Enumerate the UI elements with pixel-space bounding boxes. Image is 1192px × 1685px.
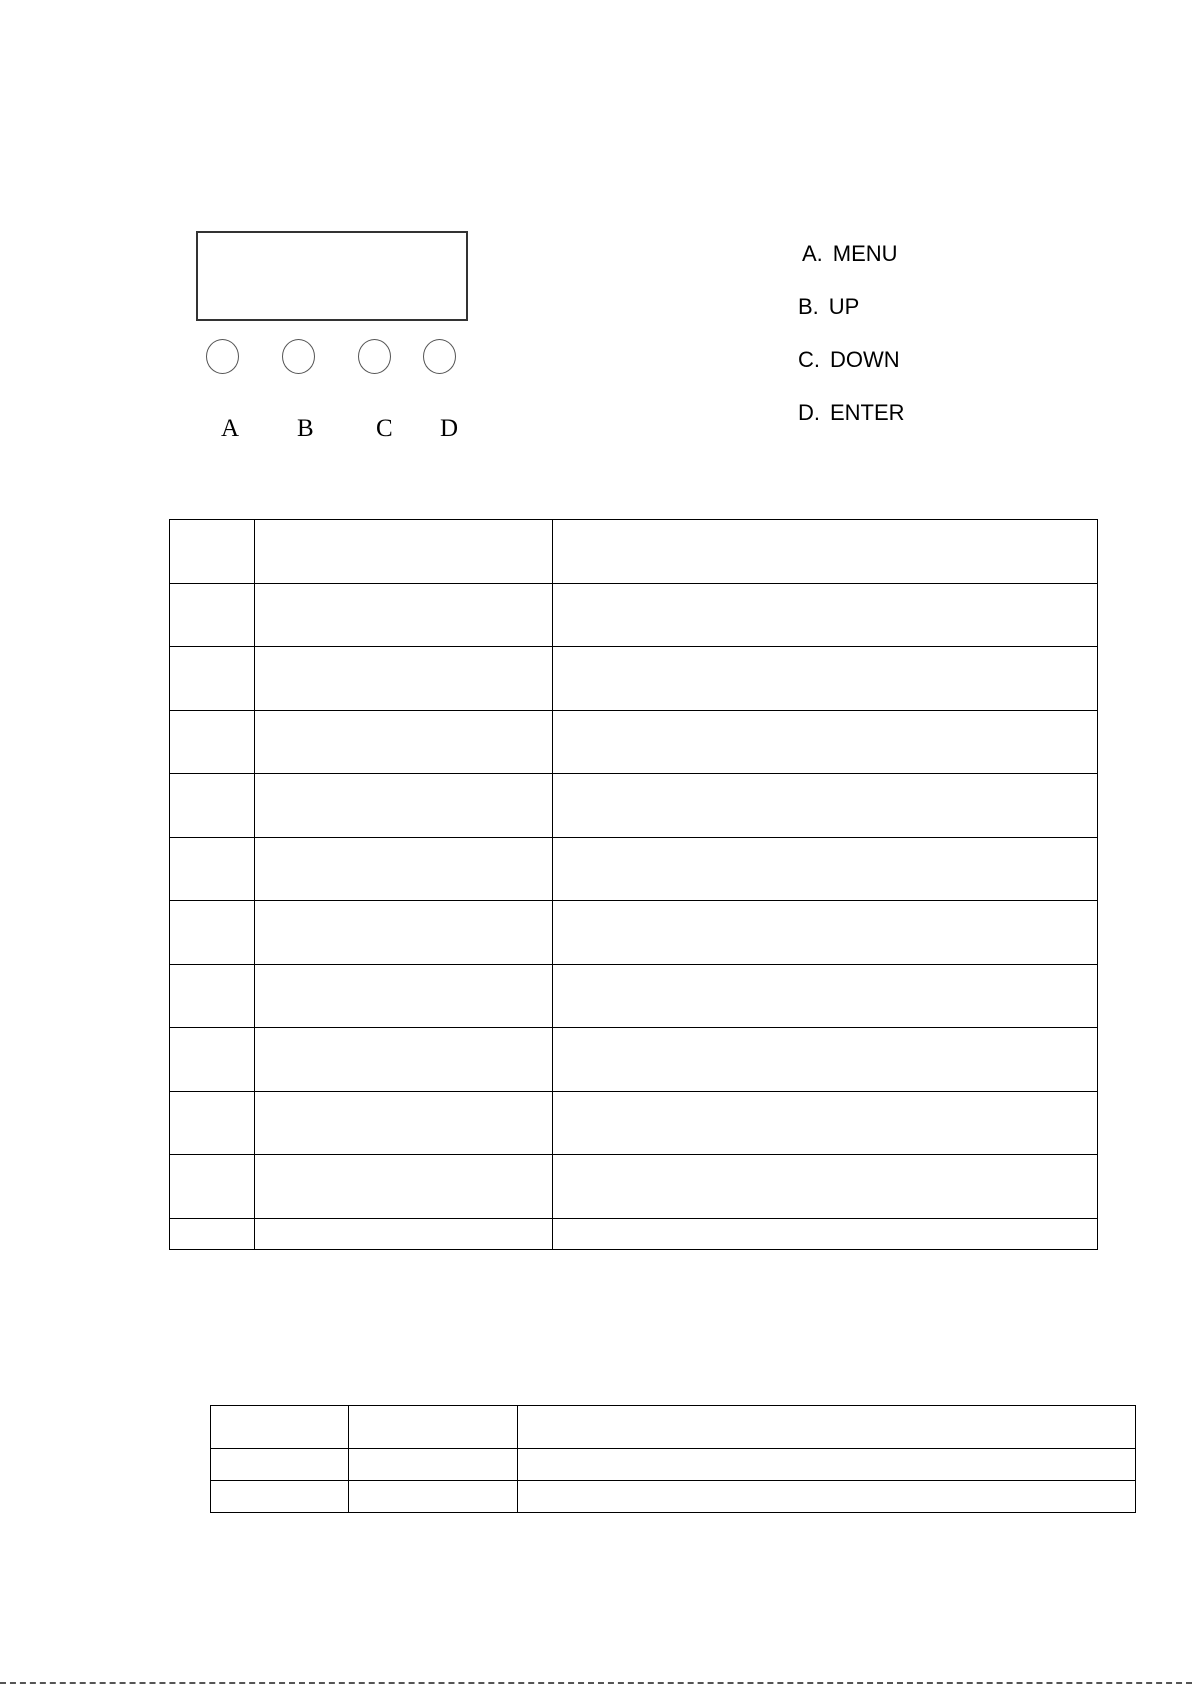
table-cell — [170, 583, 255, 647]
table-row — [170, 520, 1098, 584]
table-cell — [518, 1481, 1136, 1513]
legend-key: D. — [798, 400, 820, 425]
table-cell — [255, 1028, 553, 1092]
legend-item-down — [798, 349, 900, 371]
table-cell — [349, 1481, 518, 1513]
table-cell — [255, 964, 553, 1028]
table-row — [170, 583, 1098, 647]
table-cell — [553, 901, 1098, 965]
table-cell — [170, 774, 255, 838]
table-cell — [553, 774, 1098, 838]
legend-item-menu — [802, 243, 898, 265]
table-cell — [255, 1155, 553, 1219]
legend-key: B. — [798, 294, 819, 319]
table-cell — [170, 1028, 255, 1092]
table-row — [170, 1028, 1098, 1092]
table-cell — [211, 1449, 349, 1481]
table-cell — [553, 1218, 1098, 1249]
table-cell — [255, 520, 553, 584]
table-cell — [553, 837, 1098, 901]
table-cell — [553, 647, 1098, 711]
table-row — [170, 710, 1098, 774]
display-screen — [196, 231, 468, 321]
table-cell — [170, 964, 255, 1028]
table-cell — [255, 583, 553, 647]
legend-key: C. — [798, 347, 820, 372]
table-cell — [553, 520, 1098, 584]
table-row — [170, 774, 1098, 838]
table-cell — [349, 1449, 518, 1481]
table-row — [211, 1481, 1136, 1513]
table-cell — [170, 1091, 255, 1155]
table-row — [170, 964, 1098, 1028]
secondary-table — [210, 1405, 1136, 1513]
table-cell — [553, 710, 1098, 774]
table-cell — [170, 1218, 255, 1249]
table-cell — [553, 583, 1098, 647]
table-cell — [255, 647, 553, 711]
table-row — [170, 1155, 1098, 1219]
table-cell — [255, 710, 553, 774]
table-cell — [518, 1449, 1136, 1481]
table-row — [211, 1449, 1136, 1481]
knob-label-c: C — [376, 415, 393, 442]
table-cell — [170, 647, 255, 711]
legend-label: UP — [828, 294, 860, 319]
legend-item-enter — [798, 402, 905, 424]
table-cell — [255, 901, 553, 965]
table-cell — [553, 1091, 1098, 1155]
legend-label: ENTER — [830, 400, 905, 425]
table-cell — [518, 1406, 1136, 1449]
table-cell — [170, 520, 255, 584]
table-cell — [170, 1155, 255, 1219]
table-cell — [255, 1091, 553, 1155]
table-row — [170, 1091, 1098, 1155]
table-cell — [255, 837, 553, 901]
table-cell — [255, 774, 553, 838]
table-row — [170, 901, 1098, 965]
button-b-icon — [282, 339, 315, 374]
knob-label-b: B — [297, 415, 314, 442]
table-cell — [553, 1028, 1098, 1092]
knob-label-d: D — [440, 415, 459, 442]
table-cell — [170, 837, 255, 901]
main-table — [169, 519, 1098, 1250]
page-footer-divider — [0, 1682, 1192, 1684]
table-cell — [255, 1218, 553, 1249]
table-cell — [211, 1406, 349, 1449]
table-cell — [170, 901, 255, 965]
table-row — [211, 1406, 1136, 1449]
legend-label: MENU — [832, 241, 898, 266]
knob-label-a: A — [221, 415, 240, 442]
table-cell — [170, 710, 255, 774]
legend-label: DOWN — [830, 347, 900, 372]
legend-key: A. — [802, 241, 823, 266]
table-cell — [211, 1481, 349, 1513]
table-row — [170, 1218, 1098, 1249]
button-a-icon — [206, 339, 239, 374]
table-row — [170, 647, 1098, 711]
button-c-icon — [358, 339, 391, 374]
legend-item-up — [798, 296, 859, 318]
table-cell — [553, 1155, 1098, 1219]
button-d-icon — [423, 339, 456, 374]
table-cell — [553, 964, 1098, 1028]
table-row — [170, 837, 1098, 901]
table-cell — [349, 1406, 518, 1449]
